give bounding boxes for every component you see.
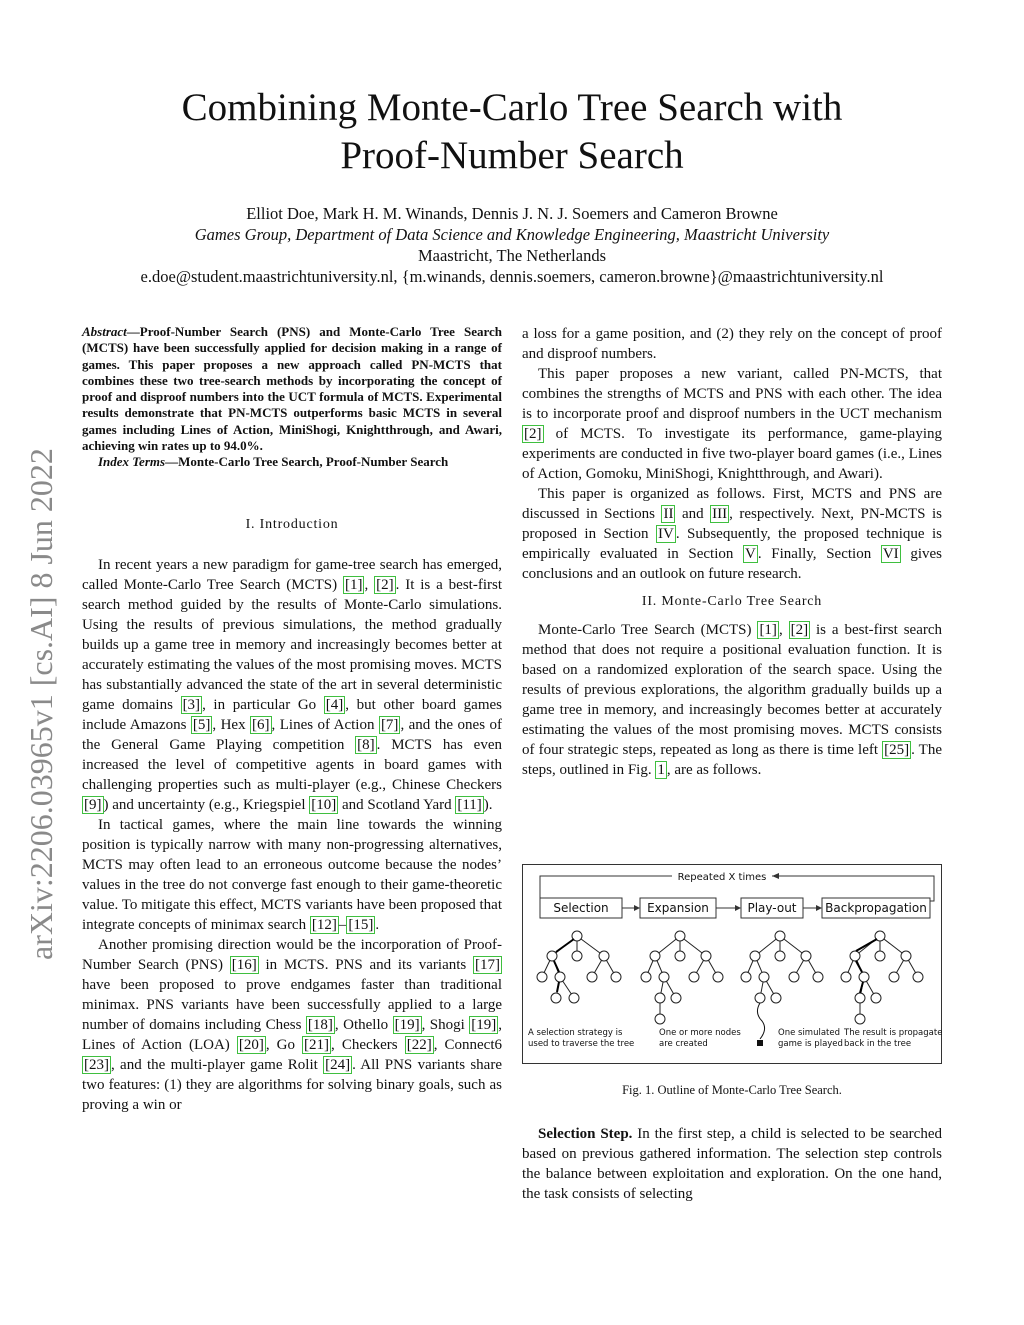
step-label-playout: Play-out [747, 901, 797, 915]
caption-selection-1: A selection strategy is [528, 1028, 623, 1038]
selection-step-heading: Selection Step. [538, 1126, 633, 1142]
citation-link[interactable]: [5] [192, 716, 211, 733]
selection-step-paragraph [522, 1124, 942, 1204]
intro-paragraph-1: In recent years a new paradigm for game-tree search has emerged, called Monte-Carlo Tree Search (MCTS) [1] , [2] . It is a best-first search method guided by the results of Monte-Carlo simulations. Using the results of previous simulations, the method gradually builds up a game tree in memory and increasingly becomes better at accurately estimating the values of the most promising moves. MCTS has substantially advanced the state of the art in several deterministic game domains [3] , in particular Go [4] , but other board games include Amazons [5] , Hex [6] , Lines of Action [7] , and the ones of the General Game Playing competition [8] . MCTS has even increased the level of competitive agents in board games with challenging properties such as multi-player (e.g., Chinese Checkers [9] ) and uncertainty (e.g., Kriegspiel [10] and Scotland Yard [11] ). [82, 556, 502, 813]
citation-link[interactable]: [4] [325, 696, 344, 713]
step-label-expansion: Expansion [647, 901, 709, 915]
index-terms-label: Index Terms [98, 454, 166, 470]
figure-caption: Fig. 1. Outline of Monte-Carlo Tree Search. [622, 1083, 842, 1097]
author-block [112, 203, 912, 287]
section-heading-mcts: II. Monte-Carlo Tree Search [641, 594, 823, 609]
citation-link[interactable]: [24] [325, 1056, 351, 1073]
citation-link[interactable]: [18] [307, 1016, 333, 1033]
abstract-text: —Proof-Number Search (PNS) and Monte-Carlo Tree Search (MCTS) have been successfully applied for decision making in a range of games. This paper proposes a new approach called PN-MCTS that combines these two tree-search methods by incorporating the concept of proof and disproof numbers into the UCT formula of MCTS. Experimental results demonstrate that PN-MCTS outperforms basic MCTS in several games including Lines of Action, MiniShogi, Knightthrough, and Awari, achieving win rates up to 94.0%. [82, 324, 502, 454]
citation-link[interactable]: [2] [376, 576, 394, 593]
selection-step-text: In the first step, a child is selected to be searched based on previous gathered information. The selection step controls the balance between exploitation and exploration. On the one hand, the task consists of selecting [522, 1126, 942, 1202]
caption-expansion-1: One or more nodes [659, 1028, 741, 1038]
caption-playout-1: One simulated [778, 1028, 840, 1038]
caption-selection-2: used to traverse the tree [528, 1039, 635, 1049]
citation-link[interactable]: [6] [252, 716, 270, 733]
section-heading-introduction: I. Introduction [245, 516, 339, 532]
left-column [82, 324, 502, 1115]
caption-backprop-1: The result is propagated [844, 1028, 942, 1038]
tree-selection [537, 931, 621, 1003]
right-paragraph-1: a loss for a game position, and (2) they rely on the concept of proof and disproof numbers. [522, 326, 942, 362]
paper-title [112, 84, 912, 180]
citation-link[interactable]: [15] [348, 916, 374, 933]
author-affiliation: Games Group, Department of Data Science and Knowledge Engineering, Maastricht University [194, 225, 830, 244]
citation-link[interactable]: [8] [357, 736, 375, 753]
title-line-2: Proof-Number Search [340, 134, 684, 177]
section-link[interactable]: III [712, 506, 728, 522]
arrow-head-icon [735, 905, 741, 911]
title-line-1: Combining Monte-Carlo Tree Search with [181, 86, 843, 129]
step-label-selection: Selection [553, 901, 609, 915]
citation-link[interactable]: [9] [84, 796, 102, 813]
index-terms-text: —Monte-Carlo Tree Search, Proof-Number Search [165, 454, 449, 470]
citation-link[interactable]: [20] [238, 1036, 264, 1053]
citation-link[interactable]: [21] [304, 1036, 330, 1053]
intro-paragraph-2: In tactical games, where the main line towards the winning position is typically narrow with many non-progressing alternatives, MCTS may often lead to an erroneous outcome because the nodes’ values in the tree do not converge fast enough to their game-theoretic value. To mitigate this effect, MCTS variants have been proposed that integrate concepts of minimax search [12] – [15] . [82, 816, 502, 933]
citation-link[interactable]: [11] [457, 796, 482, 813]
arxiv-sidebar: arXiv:2206.03965v1 [cs.AI] 8 Jun 2022 [23, 448, 59, 960]
citation-link[interactable]: [22] [406, 1036, 432, 1053]
mcts-figure [522, 864, 942, 1064]
index-terms [82, 454, 502, 470]
caption-playout-2: game is played [778, 1039, 843, 1049]
citation-link[interactable]: [2] [790, 622, 809, 638]
author-names: Elliot Doe, Mark H. M. Winands, Dennis J. N. J. Soemers and Cameron Browne [246, 204, 778, 223]
section-link[interactable]: IV [657, 526, 674, 542]
mcts-paragraph: Monte-Carlo Tree Search (MCTS) [1] , [2] is a best-first search method that does not require a positional evaluation function. It is based on a randomized exploration of the search space. Using the results of previous explorations, the algorithm gradually builds up a game tree in memory, and increasingly becomes better at accurately estimating the values of the most promising moves. MCTS consists of four strategic steps, repeated as long as there is time left [25] . The steps, outlined in Fig. 1 , are as follows. [522, 622, 943, 778]
right-paragraph-2: This paper proposes a new variant, called PN-MCTS, that combines the strengths of MCTS and PNS with each other. The idea is to incorporate proof and disproof numbers in the UCT mechanism [2] of MCTS. To investigate its performance, game-playing experiments are conducted in five two-player board games (i.e., Lines of Action, Gomoku, MiniShogi, Knightthrough, and Awari). [522, 366, 942, 482]
caption-backprop-2: back in the tree [844, 1039, 912, 1049]
step-label-backprop: Backpropagation [825, 901, 927, 915]
intro-paragraph-3: Another promising direction would be the incorporation of Proof-Number Search (PNS) [16] in MCTS. PNS and its variants [17] have been proposed to prove endgames faster than traditional minimax. PNS variants have been successfully applied to a large number of domains including Chess [18] , Othello [19] , Shogi [19] , Lines of Action (LOA) [20] , Go [21] , Checkers [22] , Connect6 [23] , and the multi-player game Rolit [24] . All PNS variants share two features: (1) they are algorithms for solving binary goals, such as proving a win or [82, 936, 502, 1113]
citation-link[interactable]: [17] [474, 956, 500, 973]
selection-step-section [522, 1124, 942, 1204]
repeat-arrow-icon [772, 873, 779, 879]
arrow-head-icon [634, 905, 640, 911]
citation-link[interactable]: [7] [380, 716, 399, 733]
author-location: Maastricht, The Netherlands [417, 246, 606, 265]
caption-expansion-2: are created [659, 1039, 708, 1049]
tree-expansion [641, 931, 723, 1024]
mcts-diagram [522, 864, 942, 1064]
abstract [82, 324, 502, 471]
arrow-head-icon [816, 905, 822, 911]
citation-link[interactable]: [1] [759, 622, 777, 638]
citation-link[interactable]: [19] [471, 1016, 497, 1033]
selection-path [554, 939, 574, 992]
citation-link[interactable]: [16] [231, 956, 257, 973]
figure-link[interactable]: 1 [657, 762, 665, 778]
repeat-label: Repeated X times [677, 872, 767, 883]
tree-backprop [841, 931, 923, 1024]
abstract-label: Abstract [82, 324, 127, 339]
citation-link[interactable]: [12] [311, 916, 337, 933]
section-link[interactable]: II [663, 506, 674, 522]
section-link[interactable]: V [745, 546, 756, 562]
repeat-line-right [772, 876, 934, 901]
repeat-line-left [540, 876, 672, 901]
citation-link[interactable]: [19] [394, 1016, 420, 1033]
citation-link[interactable]: [3] [182, 696, 201, 713]
citation-link[interactable]: [2] [524, 426, 542, 442]
citation-link[interactable]: [1] [344, 576, 363, 593]
citation-link[interactable]: [23] [84, 1056, 109, 1073]
right-paragraph-3: This paper is organized as follows. First, MCTS and PNS are discussed in Sections II and III , respectively. Next, PN-MCTS is proposed in Section IV . Subsequently, the proposed technique is empirically evaluated in Section V . Finally, Section VI gives conclusions and an outlook on future research. [522, 486, 943, 582]
citation-link[interactable]: [10] [311, 796, 337, 813]
citation-link[interactable]: [25] [884, 742, 910, 758]
section-link[interactable]: VI [882, 546, 899, 562]
right-column [522, 324, 942, 780]
author-emails: e.doe@student.maastrichtuniversity.nl, {m.winands, dennis.soemers, cameron.browne}@maastrichtuniversity.nl [140, 267, 884, 286]
